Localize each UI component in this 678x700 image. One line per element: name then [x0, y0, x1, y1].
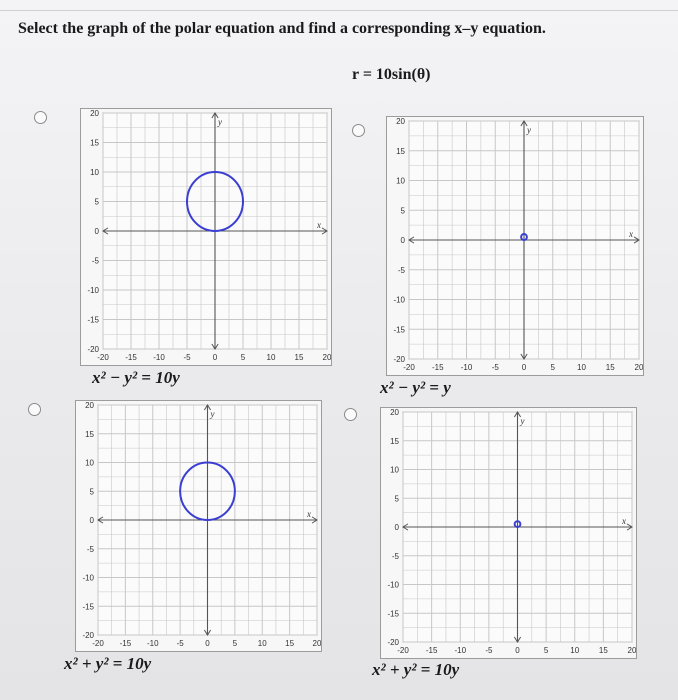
y-tick-label: 15 [90, 138, 99, 148]
y-tick-label: 10 [90, 168, 99, 177]
y-tick-label: 0 [94, 227, 99, 236]
polar-equation: r = 10sin(θ) [352, 66, 431, 83]
option-c-equation: x² + y² = 10y [64, 654, 152, 673]
y-tick-label: 15 [85, 429, 94, 439]
x-tick-label: 5 [240, 353, 246, 362]
y-tick-label: 10 [396, 176, 405, 186]
y-tick-label: 20 [396, 117, 405, 126]
x-tick-label: 20 [634, 363, 643, 372]
x-tick-label: -20 [97, 353, 109, 362]
y-tick-label: -20 [82, 631, 94, 640]
option-d-radio[interactable] [344, 408, 357, 421]
option-c-graph [75, 400, 322, 652]
x-tick-label: -10 [146, 639, 159, 648]
question-text: Select the graph of the polar equation and find a corresponding x–y equation. [18, 20, 546, 37]
option-b-graph [386, 116, 644, 376]
y-tick-label: 20 [90, 109, 99, 118]
x-axis-label: x [629, 229, 633, 239]
y-tick-label: -5 [91, 256, 99, 266]
x-tick-label: -20 [397, 646, 409, 655]
x-tick-label: -10 [454, 646, 467, 655]
y-tick-label: -20 [393, 355, 405, 364]
x-tick-label: 15 [294, 353, 304, 362]
option-c-graph-svg [76, 401, 321, 651]
x-tick-label: -10 [460, 363, 473, 372]
x-tick-label: -5 [485, 646, 493, 655]
y-tick-label: 0 [394, 523, 399, 532]
y-tick-label: 15 [396, 146, 405, 156]
x-tick-label: 10 [257, 639, 267, 648]
x-tick-label: 0 [515, 646, 520, 655]
x-tick-label: 0 [212, 353, 218, 362]
x-axis-label: x [307, 509, 311, 519]
option-a-radio[interactable] [34, 111, 47, 124]
x-tick-label: 0 [521, 363, 527, 372]
y-tick-label: -10 [387, 580, 399, 590]
x-tick-label: 10 [570, 646, 580, 655]
x-tick-label: 20 [627, 646, 636, 655]
y-axis-label: y [520, 416, 525, 426]
x-tick-label: 10 [577, 363, 586, 372]
y-tick-label: 20 [390, 408, 399, 417]
x-tick-label: -15 [119, 639, 132, 648]
y-tick-label: -15 [393, 325, 405, 335]
x-tick-label: 15 [605, 363, 615, 372]
x-tick-label: -15 [425, 646, 438, 655]
option-d-graph [380, 407, 637, 659]
y-tick-label: -10 [87, 286, 99, 295]
x-tick-label: 15 [598, 646, 608, 655]
option-d-equation: x² + y² = 10y [372, 660, 460, 679]
y-tick-label: 10 [85, 458, 94, 468]
x-tick-label: -10 [153, 353, 165, 362]
x-tick-label: -15 [125, 353, 137, 362]
y-tick-label: -20 [87, 345, 99, 354]
option-d-graph-svg [381, 408, 636, 658]
x-tick-label: -20 [92, 639, 104, 648]
x-tick-label: -5 [491, 363, 499, 372]
y-tick-label: -15 [87, 315, 99, 325]
x-tick-label: 5 [550, 363, 555, 372]
x-tick-label: 5 [232, 639, 238, 648]
y-tick-label: 0 [400, 236, 405, 245]
y-tick-label: -5 [397, 265, 405, 275]
y-tick-label: 5 [89, 487, 94, 497]
y-tick-label: -10 [82, 573, 94, 583]
option-b-graph-svg [387, 117, 643, 375]
x-axis-label: x [317, 220, 321, 230]
y-axis-label: y [210, 409, 215, 419]
option-a-graph-svg [81, 109, 331, 365]
y-tick-label: -15 [82, 602, 94, 612]
y-tick-label: 5 [400, 206, 405, 216]
x-axis-label: x [622, 516, 626, 526]
x-tick-label: 5 [543, 646, 549, 655]
y-tick-label: 15 [390, 436, 399, 446]
x-tick-label: 0 [205, 639, 210, 648]
x-tick-label: -20 [403, 363, 415, 372]
y-tick-label: -5 [86, 544, 94, 554]
x-tick-label: -15 [431, 363, 444, 372]
y-tick-label: 5 [94, 197, 99, 207]
y-tick-label: 0 [89, 516, 94, 525]
x-tick-label: 15 [285, 639, 295, 648]
y-tick-label: -15 [387, 609, 399, 619]
x-tick-label: 20 [322, 353, 331, 362]
x-tick-label: 20 [312, 639, 321, 648]
y-tick-label: -20 [387, 638, 399, 647]
option-b-equation: x² − y² = y [380, 378, 451, 397]
y-tick-label: -5 [391, 551, 399, 561]
option-b-radio[interactable] [352, 124, 365, 137]
y-tick-label: 20 [85, 401, 94, 410]
y-tick-label: -10 [393, 295, 405, 305]
option-a-graph [80, 108, 332, 366]
x-tick-label: 10 [266, 353, 276, 362]
y-tick-label: 10 [390, 465, 399, 475]
option-c-radio[interactable] [28, 403, 41, 416]
y-axis-label: y [218, 117, 222, 127]
option-a-equation: x² − y² = 10y [92, 368, 180, 387]
x-tick-label: -5 [183, 353, 191, 362]
divider [0, 10, 678, 11]
x-tick-label: -5 [176, 639, 184, 648]
y-tick-label: 5 [394, 494, 399, 504]
y-axis-label: y [527, 125, 531, 135]
